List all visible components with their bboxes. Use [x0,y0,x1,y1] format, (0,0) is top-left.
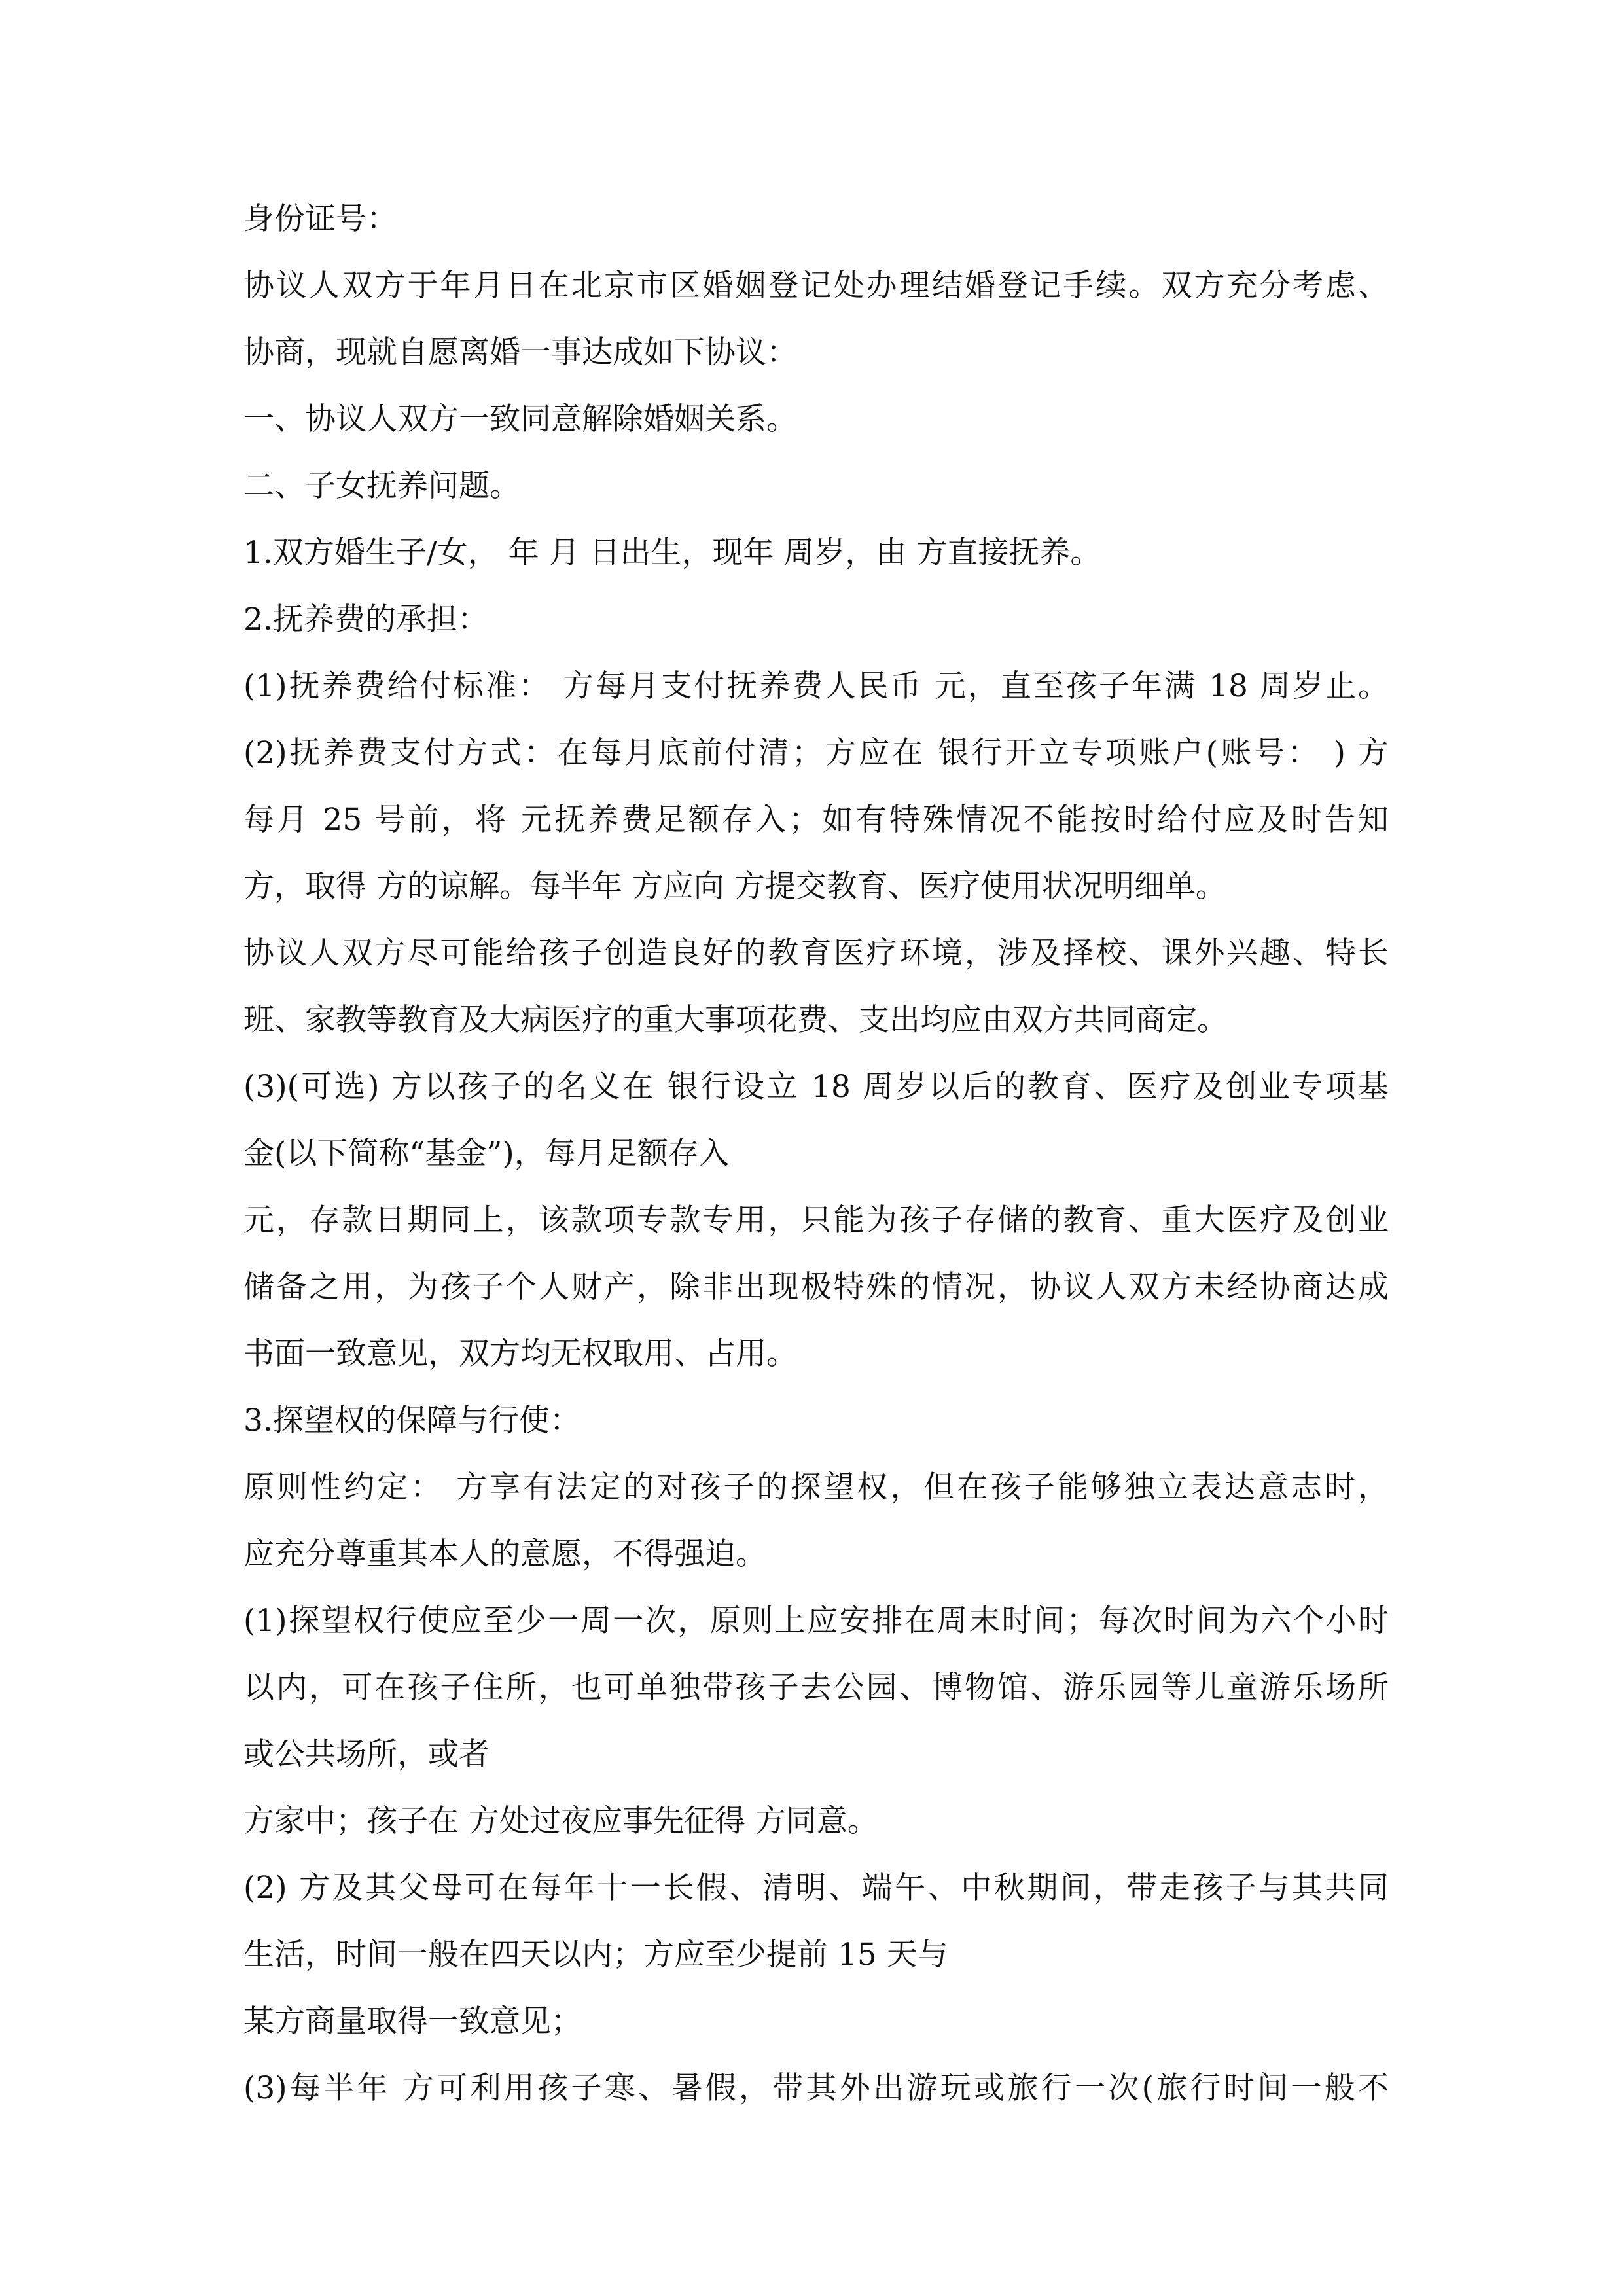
text-line: 应充分尊重其本人的意愿，不得强迫。 [243,1538,766,1571]
text-line: 1.双方婚生子/女， 年 月 日出生，现年 周岁，由 方直接抚养。 [243,537,1101,569]
text-line: 身份证号： [243,203,397,236]
text-line: 储备之用，为孩子个人财产，除非出现极特殊的情况，协议人双方未经协商达成 [243,1271,1389,1304]
text-line: 方家中；孩子在 方处过夜应事先征得 方同意。 [243,1805,878,1838]
text-line: 金(以下简称“基金”)，每月足额存入 [243,1138,730,1170]
text-line: 原则性约定： 方享有法定的对孩子的探望权，但在孩子能够独立表达意志时， [243,1471,1389,1504]
text-line: (3)(可选) 方以孩子的名义在 银行设立 18 周岁以后的教育、医疗及创业专项基 [243,1071,1389,1103]
text-line: 二、子女抚养问题。 [243,470,520,503]
text-line: (3)每半年 方可利用孩子寒、暑假，带其外出游玩或旅行一次(旅行时间一般不 [243,2072,1389,2105]
text-line: 生活，时间一般在四天以内；方应至少提前 15 天与 [243,1939,948,1971]
text-line: (2)抚养费支付方式：在每月底前付清；方应在 银行开立专项账户(账号： ) 方 [243,737,1389,770]
text-line: 以内，可在孩子住所，也可单独带孩子去公园、博物馆、游乐园等儿童游乐场所 [243,1672,1389,1704]
text-line: 协议人双方于年月日在北京市区婚姻登记处办理结婚登记手续。双方充分考虑、 [243,270,1389,302]
text-line: (1)探望权行使应至少一周一次，原则上应安排在周末时间；每次时间为六个小时 [243,1605,1389,1638]
text-line: 或公共场所，或者 [243,1738,490,1771]
text-line: 方，取得 方的谅解。每半年 方应向 方提交教育、医疗使用状况明细单。 [243,870,1226,903]
text-line: 协议人双方尽可能给孩子创造良好的教育医疗环境，涉及择校、课外兴趣、特长 [243,937,1389,970]
text-line: 每月 25 号前，将 元抚养费足额存入；如有特殊情况不能按时给付应及时告知 [243,804,1389,836]
text-line: 元，存款日期同上，该款项专款专用，只能为孩子存储的教育、重大医疗及创业 [243,1204,1389,1237]
document-body [243,203,1389,2139]
text-line: 书面一致意见，双方均无权取用、占用。 [243,1338,797,1371]
text-line: 班、家教等教育及大病医疗的重大事项花费、支出均应由双方共同商定。 [243,1004,1228,1037]
text-line: (2) 方及其父母可在每年十一长假、清明、端午、中秋期间，带走孩子与其共同 [243,1872,1389,1905]
text-line: 2.抚养费的承担： [243,603,488,636]
text-line: 3.探望权的保障与行使： [243,1405,580,1437]
text-line: 协商，现就自愿离婚一事达成如下协议： [243,336,797,369]
text-line: 一、协议人双方一致同意解除婚姻关系。 [243,403,797,436]
text-line: (1)抚养费给付标准： 方每月支付抚养费人民币 元，直至孩子年满 18 周岁止。 [243,670,1389,703]
text-line: 某方商量取得一致意见； [243,2005,582,2038]
